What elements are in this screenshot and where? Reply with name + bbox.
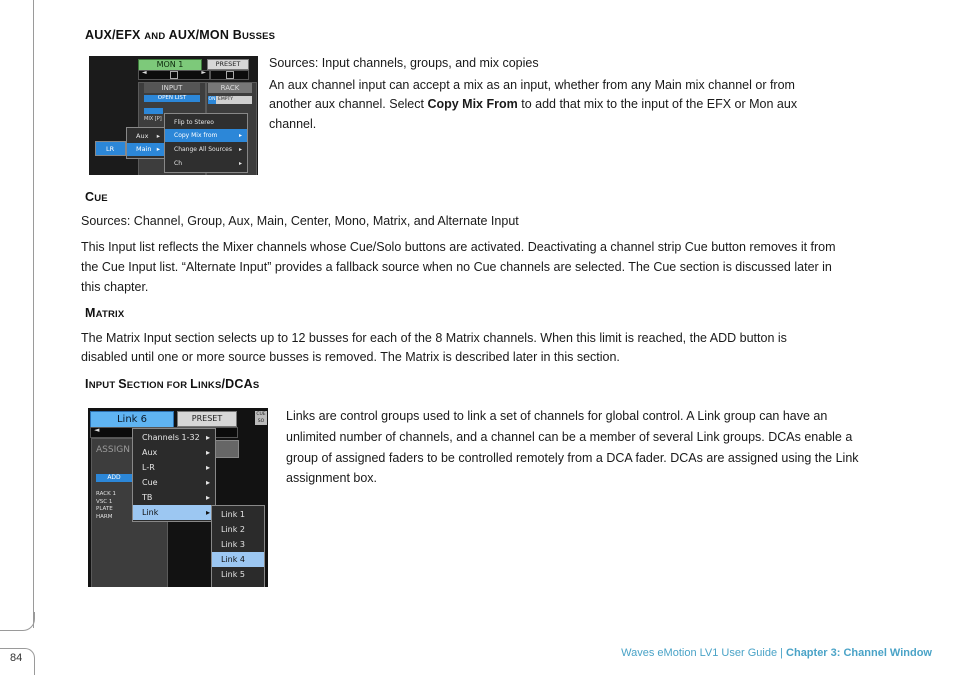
- submenu-item-ch: Ch ▸: [165, 157, 247, 170]
- scroll-block: [215, 440, 239, 458]
- chevron-right-icon: ▸: [205, 448, 210, 457]
- chevron-right-icon: ▸: [205, 508, 210, 517]
- submenu-item-flip: Flip to Stereo: [174, 119, 214, 126]
- links-line-2: unlimited number of channels, and a channel can be a member of several Link groups. DCAs enable a: [286, 430, 853, 444]
- chevron-right-icon: ▸: [156, 132, 160, 140]
- submenu-item-copy-mix: Copy Mix from ▸: [165, 129, 247, 142]
- chevron-right-icon: ▸: [205, 433, 210, 442]
- mon-selector-strip: [138, 70, 210, 80]
- submenu-item-link-2: Link 2: [221, 525, 246, 534]
- aux-tag: [144, 108, 163, 114]
- rack-on-button: ON: [208, 97, 216, 102]
- link-6-button: Link 6: [90, 411, 174, 428]
- mix-label: MIX [P]: [144, 116, 162, 122]
- mon-1-button: MON 1: [138, 59, 202, 71]
- chevron-right-icon: ▸: [205, 493, 210, 502]
- page-frame-line: [33, 0, 34, 628]
- menu-item-tb: TB ▸: [133, 490, 215, 505]
- source-menu: [126, 127, 166, 159]
- add-button: ADD: [96, 474, 132, 482]
- rack-empty-label: EMPTY: [218, 97, 233, 102]
- assigned-item: VSC 1: [96, 498, 113, 505]
- submenu-item-link-3: Link 3: [221, 540, 246, 549]
- page-frame-curve: [0, 612, 35, 631]
- heading-matrix: MATRIX: [85, 306, 125, 320]
- chevron-right-icon: ▸: [205, 463, 210, 472]
- aux-sources-text: Sources: Input channels, groups, and mix copies: [269, 56, 539, 70]
- chevron-right-icon: ▸: [238, 132, 242, 139]
- footer-chapter-title: Chapter 3: Channel Window: [786, 647, 932, 659]
- cue-line-2: the Cue Input list. “Alternate Input” provides a fallback source when no Cue channels are selected. The Cue section is discussed later in: [81, 260, 832, 274]
- menu-item-link: Link ▸: [133, 505, 215, 520]
- square-icon: [170, 71, 178, 79]
- assigned-item: PLATE: [96, 506, 113, 512]
- link-input-screenshot: [88, 408, 268, 587]
- aux-paragraph-line-2: another aux channel. Select Copy Mix From to add that mix to the input of the EFX or Mon aux: [269, 97, 798, 111]
- menu-item-lr: LR: [95, 141, 126, 156]
- menu-item-lr: L-R ▸: [133, 460, 215, 475]
- aux-paragraph-line-3: channel.: [269, 117, 317, 131]
- preset-selector-strip: [210, 70, 249, 80]
- preset-button: PRESET: [177, 411, 237, 427]
- chevron-right-icon: ▸: [238, 146, 242, 153]
- submenu-item-link-5: Link 5: [221, 570, 246, 579]
- links-line-1: Links are control groups used to link a set of channels for global control. A Link group can have an: [286, 409, 828, 423]
- submenu-item-change-all: Change All Sources ▸: [165, 143, 247, 156]
- right-arrow-icon: ►: [201, 69, 206, 76]
- cue-line-3: this chapter.: [81, 280, 149, 294]
- links-line-3: group of assigned faders to be controlled remotely from a DCA fader. DCAs are assigned using the Link: [286, 451, 859, 465]
- menu-item-channels: Channels 1-32 ▸: [133, 430, 215, 445]
- chevron-right-icon: ▸: [156, 145, 160, 153]
- heading-aux-busses: AUX/EFX AND AUX/MON BUSSES: [85, 28, 276, 42]
- assigned-item: HARM: [96, 513, 113, 520]
- square-icon: [226, 71, 234, 79]
- left-arrow-icon: ◄: [94, 426, 100, 434]
- chevron-right-icon: ▸: [205, 478, 210, 487]
- cue-sources-text: Sources: Channel, Group, Aux, Main, Center, Mono, Matrix, and Alternate Input: [81, 214, 519, 228]
- submenu-item-link-4: Link 4: [212, 552, 264, 567]
- heading-input-section-links: INPUT SECTION FOR LINKS/DCAS: [85, 377, 260, 391]
- assign-header: ASSIGN: [96, 445, 130, 455]
- preset-button: PRESET: [207, 59, 249, 70]
- menu-item-cue: Cue ▸: [133, 475, 215, 490]
- rack-slot: [208, 96, 252, 104]
- left-arrow-icon: ◄: [142, 69, 147, 76]
- cue-line-1: This Input list reflects the Mixer channels whose Cue/Solo buttons are activated. Deactivating a channel strip Cue button removes it from: [81, 240, 836, 254]
- chevron-right-icon: ▸: [238, 160, 242, 167]
- matrix-line-2: disabled until one or more source busses is removed. The Matrix is described later in this section.: [81, 350, 620, 364]
- cue-solo-button: CUE SO: [256, 412, 266, 424]
- rack-header: RACK: [208, 83, 252, 93]
- footer-guide-title: Waves eMotion LV1 User Guide |: [621, 647, 787, 659]
- page-number: 84: [10, 652, 23, 664]
- matrix-line-1: The Matrix Input section selects up to 12 busses for each of the 8 Matrix channels. When this limit is reached, the ADD button is: [81, 331, 787, 345]
- aux-submenu: [164, 113, 248, 173]
- links-line-4: assignment box.: [286, 471, 378, 485]
- aux-paragraph-line-1: An aux channel input can accept a mix as an input, whether from any Main mix channel or from: [269, 78, 795, 92]
- aux-input-screenshot: [89, 56, 258, 175]
- assigned-list: [96, 491, 116, 521]
- menu-item-aux: Aux ▸: [133, 445, 215, 460]
- link-source-menu: [132, 428, 216, 522]
- page-footer: [621, 647, 932, 659]
- submenu-item-link-1: Link 1: [221, 510, 246, 519]
- menu-item-aux: Aux ▸: [136, 132, 160, 140]
- assigned-item: RACK 1: [96, 491, 116, 497]
- heading-cue: CUE: [85, 190, 108, 204]
- link-submenu: [211, 505, 265, 587]
- input-header: INPUT: [144, 83, 200, 93]
- menu-item-main: Main ▸: [127, 143, 165, 156]
- open-list-button: OPEN LIST: [144, 95, 200, 102]
